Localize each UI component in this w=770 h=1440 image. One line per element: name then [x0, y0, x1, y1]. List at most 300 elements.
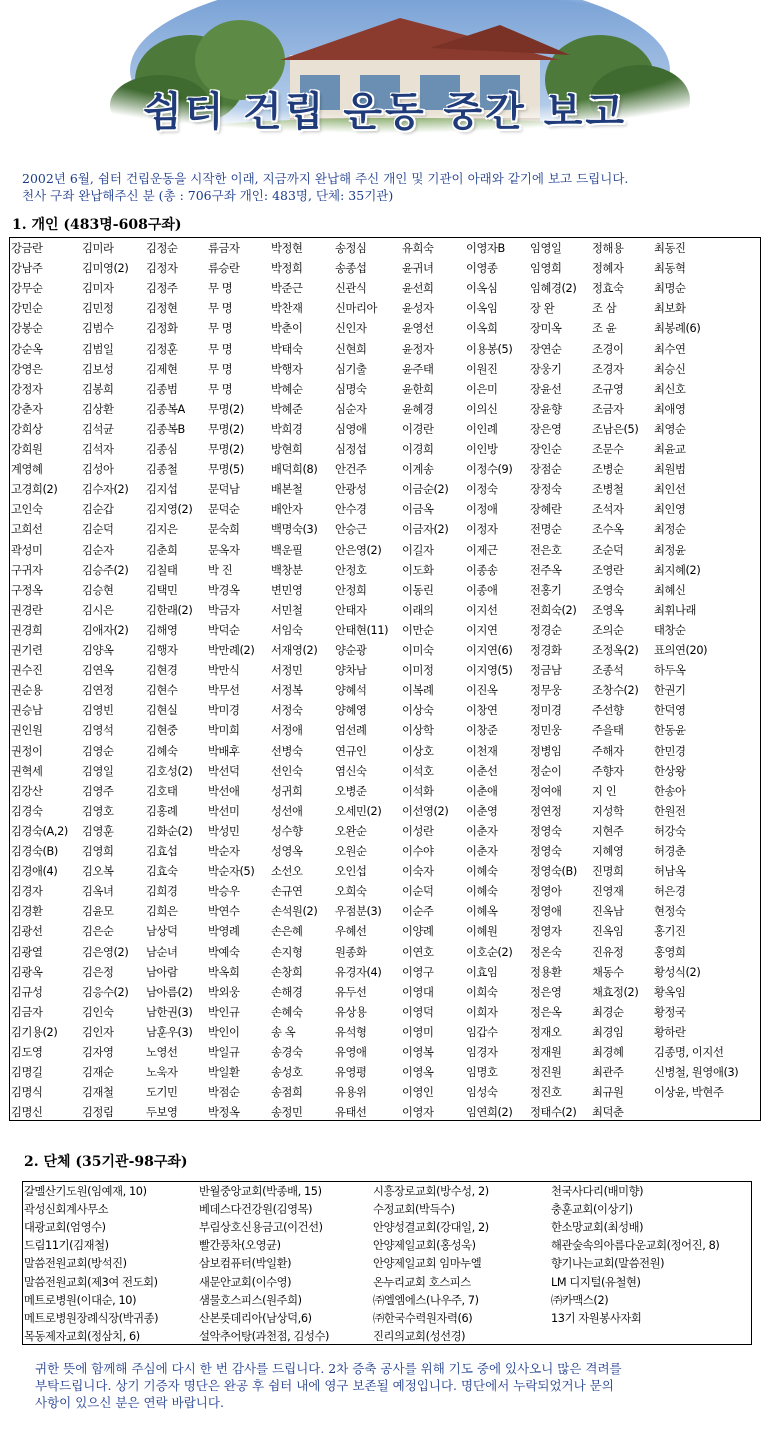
donor-name: 이상숙 [402, 704, 434, 718]
donor-name: 김애자(2) [82, 623, 129, 637]
table-row [10, 439, 760, 461]
donor-name: 양혜영 [335, 704, 367, 718]
donor-name: 이혜숙 [466, 865, 498, 879]
donor-name: 서재영(2) [271, 644, 318, 657]
donor-name: 김미자 [82, 282, 114, 296]
donor-name: 전홍기 [530, 583, 562, 597]
donor-name: 염신숙 [335, 764, 367, 778]
donor-name: 이영복 [402, 1046, 434, 1059]
donor-name: 양순광 [335, 644, 367, 657]
donor-name: 이순덕 [402, 885, 434, 899]
donor-name: 우점분(3) [335, 905, 382, 919]
donor-name: 무명(2) [208, 443, 244, 456]
donor-name: 이혜숙 [466, 885, 498, 899]
donor-name: 한상왕 [654, 764, 686, 778]
table-row [10, 700, 760, 722]
table-row [10, 640, 760, 662]
donor-name: 이영미 [402, 1025, 434, 1039]
donor-name: 정순이 [530, 764, 562, 778]
table-row [10, 560, 760, 582]
donor-name: 김혜숙 [146, 744, 178, 758]
donor-name: 김수자(2) [82, 483, 129, 497]
donor-name: 조순덕 [592, 543, 624, 557]
donor-name: 김순덕 [82, 523, 114, 537]
donor-name: 최경순 [592, 1005, 624, 1019]
donor-name: 유용위 [335, 1086, 367, 1100]
donor-name: 이창연 [466, 704, 498, 718]
donor-name: 박일규 [208, 1046, 240, 1059]
donor-name: 오병준 [335, 784, 367, 798]
donor-name: 지 인 [592, 784, 617, 798]
table-row [10, 1042, 760, 1064]
organization-name: 시흥장로교회(방수성, 2) [373, 1185, 489, 1198]
donor-name: 정민웅 [530, 724, 562, 738]
donor-name: 유석형 [335, 1025, 367, 1039]
table-row [23, 1327, 751, 1346]
table-row [10, 580, 760, 602]
donor-name: 이정애 [466, 503, 498, 517]
donor-name: 김영순 [82, 744, 114, 758]
donor-name: 이혜옥 [466, 905, 498, 919]
donor-name: 심기출 [335, 362, 367, 376]
donor-name: 이경란 [402, 422, 434, 436]
table-row [23, 1182, 751, 1201]
table-row [23, 1200, 751, 1219]
donor-name: 홍기진 [654, 925, 686, 939]
organization-name: 온누리교회 호스피스 [373, 1275, 471, 1289]
table-row [10, 901, 760, 923]
donor-name: 서정민 [271, 664, 303, 678]
donor-name: 조병철 [592, 483, 624, 497]
donor-name: 신마리아 [335, 302, 378, 316]
donor-name: 김춘희 [146, 543, 178, 557]
donor-name: 전은호 [530, 543, 562, 557]
donor-name: 전주옥 [530, 563, 562, 577]
donor-name: 박일환 [208, 1066, 240, 1080]
organization-name: 드림11기(김재철) [24, 1239, 109, 1253]
donor-name: 한권기 [654, 684, 686, 698]
table-row [10, 359, 760, 381]
donor-name: 이옥심 [466, 282, 498, 296]
donor-name: 김순자 [82, 543, 114, 557]
donor-name: 김종철 [146, 463, 178, 477]
donor-name: 양혜석 [335, 684, 367, 698]
donor-name: 조 윤 [592, 322, 617, 336]
donor-name: 권인원 [11, 724, 43, 738]
donor-name: 박행자 [271, 362, 303, 376]
donor-name: 심정섭 [335, 443, 367, 456]
donor-name: 임영일 [530, 242, 562, 255]
donor-name: 이양례 [402, 925, 434, 939]
donor-name: 김호태 [146, 784, 178, 798]
donor-name: 김정주 [146, 282, 178, 296]
donor-name: 안건주 [335, 463, 367, 477]
table-row [10, 459, 760, 481]
donor-name: 이원진 [466, 362, 498, 376]
table-row [10, 479, 760, 501]
donor-name: 김광옥 [11, 965, 43, 979]
donor-name: 최관주 [592, 1066, 624, 1080]
donor-name: 김인자 [82, 1025, 114, 1039]
table-row [10, 399, 760, 421]
donor-name: 장윤향 [530, 402, 562, 416]
donor-name: 이상학 [402, 724, 434, 738]
donor-name: 현정숙 [654, 905, 686, 919]
donor-name: 우혜선 [335, 925, 367, 939]
donor-name: 장혜란 [530, 503, 562, 517]
organization-name: 곽성신회계사무소 [24, 1203, 109, 1217]
organization-name: 부림상호신용금고(이건선) [199, 1221, 323, 1235]
donor-name: 정태수(2) [530, 1106, 577, 1120]
individuals-table [9, 237, 761, 1121]
donor-name: 권경희 [11, 623, 43, 637]
donor-name: 이의신 [466, 402, 498, 416]
donor-name: 이춘영 [466, 804, 498, 818]
organization-name: 진리의교회(성선경) [373, 1329, 466, 1343]
donor-name: 김정순 [146, 242, 178, 255]
donor-name: 김상환 [82, 402, 114, 416]
donor-name: 최정순 [654, 523, 686, 537]
donor-name: 김종범 [146, 382, 178, 396]
donor-name: 유상용 [335, 1005, 367, 1019]
donor-name: 서정숙 [271, 704, 303, 718]
organization-name: 베데스다건강원(김영목) [199, 1203, 313, 1217]
table-row [10, 499, 760, 521]
donor-name: 김인숙 [82, 1005, 114, 1019]
donor-name: 이영인 [402, 1086, 434, 1100]
donor-name: 이창준 [466, 724, 498, 738]
donor-name: 조수옥 [592, 523, 624, 537]
donor-name: 정은영 [530, 985, 562, 999]
donor-name: 김승현 [82, 583, 114, 597]
donor-name: 안승근 [335, 523, 367, 537]
table-row [23, 1236, 751, 1255]
donor-name: 원종화 [335, 945, 367, 959]
donor-name: 권기련 [11, 644, 43, 657]
donor-name: 박금자 [208, 603, 240, 617]
donor-name: 이선영(2) [402, 804, 449, 818]
donor-name: 박춘이 [271, 322, 303, 336]
donor-name: 변민영 [271, 583, 303, 597]
table-row [10, 339, 760, 361]
organization-name: 삼보컴퓨터(박일환) [199, 1257, 292, 1271]
donor-name: 최인영 [654, 503, 686, 517]
donor-name: 김연옥 [82, 664, 114, 678]
donor-name: 최윤교 [654, 443, 686, 456]
donor-name: 진영재 [592, 885, 624, 899]
donor-name: 김시은 [82, 603, 114, 617]
donor-name: 한민경 [654, 744, 686, 758]
table-row [10, 379, 760, 401]
donor-name: 황성식(2) [654, 965, 701, 979]
donor-name: 김범수 [82, 322, 114, 336]
donor-name: 하두옥 [654, 664, 686, 678]
donor-name: 윤선희 [402, 282, 434, 296]
donor-name: 장윤선 [530, 382, 562, 396]
donor-name: 박선애 [208, 784, 240, 798]
donor-name: 한동윤 [654, 724, 686, 738]
donor-name: 정해용 [592, 242, 624, 255]
donor-name: 박태숙 [271, 342, 303, 356]
donor-name: 장은영 [530, 422, 562, 436]
donor-name: 이미정 [402, 664, 434, 678]
donor-name: 전희숙(2) [530, 603, 577, 617]
donor-name: 손석원(2) [271, 905, 318, 919]
donor-name: 무 명 [208, 282, 233, 296]
donor-name: 정진원 [530, 1066, 562, 1080]
donor-name: 송종섭 [335, 262, 367, 276]
table-row [10, 1002, 760, 1024]
table-row [10, 1102, 760, 1124]
organization-name: 향기나는교회(말씀전원) [551, 1257, 665, 1271]
donor-name: 박순자 [208, 845, 240, 858]
donor-name: 조창수(2) [592, 684, 639, 698]
donor-name: 송성호 [271, 1066, 303, 1080]
donor-name: 박성민 [208, 824, 240, 838]
donor-name: 김경애(4) [11, 865, 58, 879]
table-row [10, 660, 760, 682]
donor-name: 임연희(2) [466, 1106, 513, 1120]
donor-name: 황하란 [654, 1025, 686, 1039]
donor-name: 박무선 [208, 684, 240, 698]
donor-name: 김종복B [146, 422, 185, 436]
donor-name: 김금자 [11, 1005, 43, 1019]
organization-name: 천국사다리(배미향) [551, 1185, 644, 1198]
donor-name: 권정이 [11, 744, 43, 758]
donor-name: 지혜영 [592, 845, 624, 858]
table-row [10, 238, 760, 260]
donor-name: 이용봉(5) [466, 342, 513, 356]
donor-name: 정진호 [530, 1086, 562, 1100]
organization-name: 말씀전원교회(방석진) [24, 1257, 127, 1271]
donor-name: 최명순 [654, 282, 686, 296]
donor-name: 최지혜(2) [654, 563, 701, 577]
donor-name: 박선미 [208, 804, 240, 818]
donor-name: 이상호 [402, 744, 434, 758]
donor-name: 김강산 [11, 784, 43, 798]
donor-name: 이춘선 [466, 764, 498, 778]
table-row [10, 540, 760, 562]
donor-name: 오인섭 [335, 865, 367, 879]
donor-name: 곽성미 [11, 543, 43, 557]
donor-name: 박배후 [208, 744, 240, 758]
donor-name: 노영선 [146, 1046, 178, 1059]
individuals-section-title: 1. 개인 (483명-608구좌) [12, 217, 182, 233]
donor-name: 조문수 [592, 443, 624, 456]
donor-name: 유태선 [335, 1106, 367, 1120]
donor-name: 김재철 [82, 1086, 114, 1100]
donor-name: 이정자 [466, 523, 498, 537]
donor-name: 박혜준 [271, 402, 303, 416]
table-row [10, 821, 760, 843]
donor-name: 정미경 [530, 704, 562, 718]
donor-name: 장웅기 [530, 362, 562, 376]
donor-name: 이도화 [402, 563, 434, 577]
donor-name: 안정호 [335, 563, 367, 577]
donor-name: 선병숙 [271, 744, 303, 758]
donor-name: 최혜신 [654, 583, 686, 597]
donor-name: 김영일 [82, 764, 114, 778]
donor-name: 조병순 [592, 463, 624, 477]
donor-name: 김재순 [82, 1066, 114, 1080]
donor-name: 정영애 [530, 905, 562, 919]
organization-name: 충훈교회(이상기) [551, 1203, 633, 1217]
organization-name: 목동제자교회(정삼치, 6) [24, 1329, 140, 1343]
donor-name: 정영자 [530, 925, 562, 939]
donor-name: 임명호 [466, 1066, 498, 1080]
donor-name: 이효임 [466, 965, 498, 979]
donor-name: 최동혁 [654, 262, 686, 276]
donor-name: 송 옥 [271, 1025, 296, 1039]
donor-name: 류승란 [208, 262, 240, 276]
donor-name: 김순갑 [82, 503, 114, 517]
donor-name: 성영옥 [271, 845, 303, 858]
donor-name: 이영옥 [402, 1066, 434, 1080]
donor-name: 김종명, 이지선 [654, 1046, 724, 1059]
donor-name: 주선향 [592, 704, 624, 718]
donor-name: 문덕남 [208, 483, 240, 497]
donor-name: 방현희 [271, 443, 303, 456]
donor-name: 김경환 [11, 905, 43, 919]
donor-name: 이연호 [402, 945, 434, 959]
closing-text [35, 1360, 755, 1411]
donor-name: 이복례 [402, 684, 434, 698]
donor-name: 김종심 [146, 443, 178, 456]
donor-name: 이지연(6) [466, 644, 513, 657]
donor-name: 김옥녀 [82, 885, 114, 899]
donor-name: 김성아 [82, 463, 114, 477]
donor-name: 윤한희 [402, 382, 434, 396]
donor-name: 서정복 [271, 684, 303, 698]
donor-name: 백명숙(3) [271, 523, 318, 537]
donor-name: 진유정 [592, 945, 624, 959]
donor-name: 조정옥(2) [592, 644, 639, 657]
donor-name: 이영덕 [402, 1005, 434, 1019]
donor-name: 박희경 [271, 422, 303, 436]
donor-name: 조영옥 [592, 603, 624, 617]
donor-name: 윤성자 [402, 302, 434, 316]
donor-name: 최경임 [592, 1025, 624, 1039]
donor-name: 고인숙 [11, 503, 43, 517]
donor-name: 조 삼 [592, 302, 617, 316]
organization-name: 안양제일교회(홍성욱) [373, 1239, 476, 1253]
donor-name: 송정심 [335, 242, 367, 255]
donor-name: 김지섭 [146, 483, 178, 497]
donor-name: 고희선 [11, 523, 43, 537]
donor-name: 김윤모 [82, 905, 114, 919]
table-row [10, 519, 760, 541]
donor-name: 조의순 [592, 623, 624, 637]
donor-name: 정병임 [530, 744, 562, 758]
donor-name: 손창희 [271, 965, 303, 979]
intro-line-1: 2002년 6월, 쉼터 건립운동을 시작한 이래, 지금까지 완납해 주신 개인 및 기관이 아래와 같기에 보고 드립니다. [22, 171, 629, 186]
donor-name: 이종송 [466, 563, 498, 577]
donor-name: 문덕순 [208, 503, 240, 517]
table-row [10, 881, 760, 903]
organization-name: 빨간풍차(오영균) [199, 1239, 281, 1253]
donor-name: 오희숙 [335, 885, 367, 899]
donor-name: 이만순 [402, 623, 434, 637]
donor-name: 성수향 [271, 824, 303, 838]
donor-name: 이희숙 [466, 985, 498, 999]
donor-name: 박준근 [271, 282, 303, 296]
organization-name: ㈜카맥스(2) [551, 1293, 609, 1307]
donor-name: 정재오 [530, 1025, 562, 1039]
closing-line-3: 사항이 있으신 분은 연락 바랍니다. [35, 1395, 224, 1410]
donor-name: 연규인 [335, 744, 367, 758]
donor-name: 무 명 [208, 322, 233, 336]
donor-name: 양차남 [335, 664, 367, 678]
table-row [10, 419, 760, 441]
donor-name: 이영종 [466, 262, 498, 276]
donor-name: 이석화 [402, 784, 434, 798]
donor-name: 임성숙 [466, 1086, 498, 1100]
donor-name: 이계송 [402, 463, 434, 477]
table-row [10, 841, 760, 863]
intro-text [22, 170, 762, 204]
donor-name: 임경자 [466, 1046, 498, 1059]
donor-name: 이춘자 [466, 824, 498, 838]
donor-name: 백운필 [271, 543, 303, 557]
donor-name: 김정림 [82, 1106, 114, 1120]
organization-name: 갈멜산기도원(임예재, 10) [24, 1185, 147, 1198]
donor-name: 최보화 [654, 302, 686, 316]
donor-name: 이진옥 [466, 684, 498, 698]
donor-name: 김택민 [146, 583, 178, 597]
donor-name: 김정자 [146, 262, 178, 276]
donor-name: 박영례 [208, 925, 240, 939]
donor-name: 임갑수 [466, 1025, 498, 1039]
donor-name: 손해경 [271, 985, 303, 999]
donor-name: 이은미 [466, 382, 498, 396]
table-row [10, 318, 760, 340]
table-row [10, 861, 760, 883]
donor-name: 정영숙(B) [530, 865, 577, 879]
donor-name: 박덕순 [208, 623, 240, 637]
donor-name: 강영은 [11, 362, 43, 376]
donor-name: 최수연 [654, 342, 686, 356]
table-row [10, 741, 760, 763]
donor-name: 강순옥 [11, 342, 43, 356]
donor-name: 최덕춘 [592, 1106, 624, 1120]
donor-name: 정영숙 [530, 824, 562, 838]
donor-name: 김경숙 [11, 804, 43, 818]
donor-name: 조영란 [592, 563, 624, 577]
donor-name: 유영평 [335, 1066, 367, 1080]
donor-name: 김지영(2) [146, 503, 193, 517]
organization-name: ㈜엘엠에스(나우주, 7) [373, 1293, 479, 1307]
donor-name: 허강숙 [654, 824, 686, 838]
table-row [10, 1022, 760, 1044]
donor-name: 김석자 [82, 443, 114, 456]
donor-name: 정효숙 [592, 282, 624, 296]
donor-name: 박순자(5) [208, 865, 255, 879]
donor-name: 최애영 [654, 402, 686, 416]
donor-name: 김기용(2) [11, 1025, 58, 1039]
table-row [23, 1273, 751, 1292]
donor-name: 김제현 [146, 362, 178, 376]
donor-name: 김봉희 [82, 382, 114, 396]
donor-name: 이래의 [402, 603, 434, 617]
donor-name: 최동진 [654, 242, 686, 255]
donor-name: 배안자 [271, 503, 303, 517]
donor-name: 최신호 [654, 382, 686, 396]
donor-name: 김희경 [146, 885, 178, 899]
donor-name: 정경화 [530, 644, 562, 657]
donor-name: 송점희 [271, 1086, 303, 1100]
donor-name: 임영희 [530, 262, 562, 276]
donor-name: 한덕영 [654, 704, 686, 718]
